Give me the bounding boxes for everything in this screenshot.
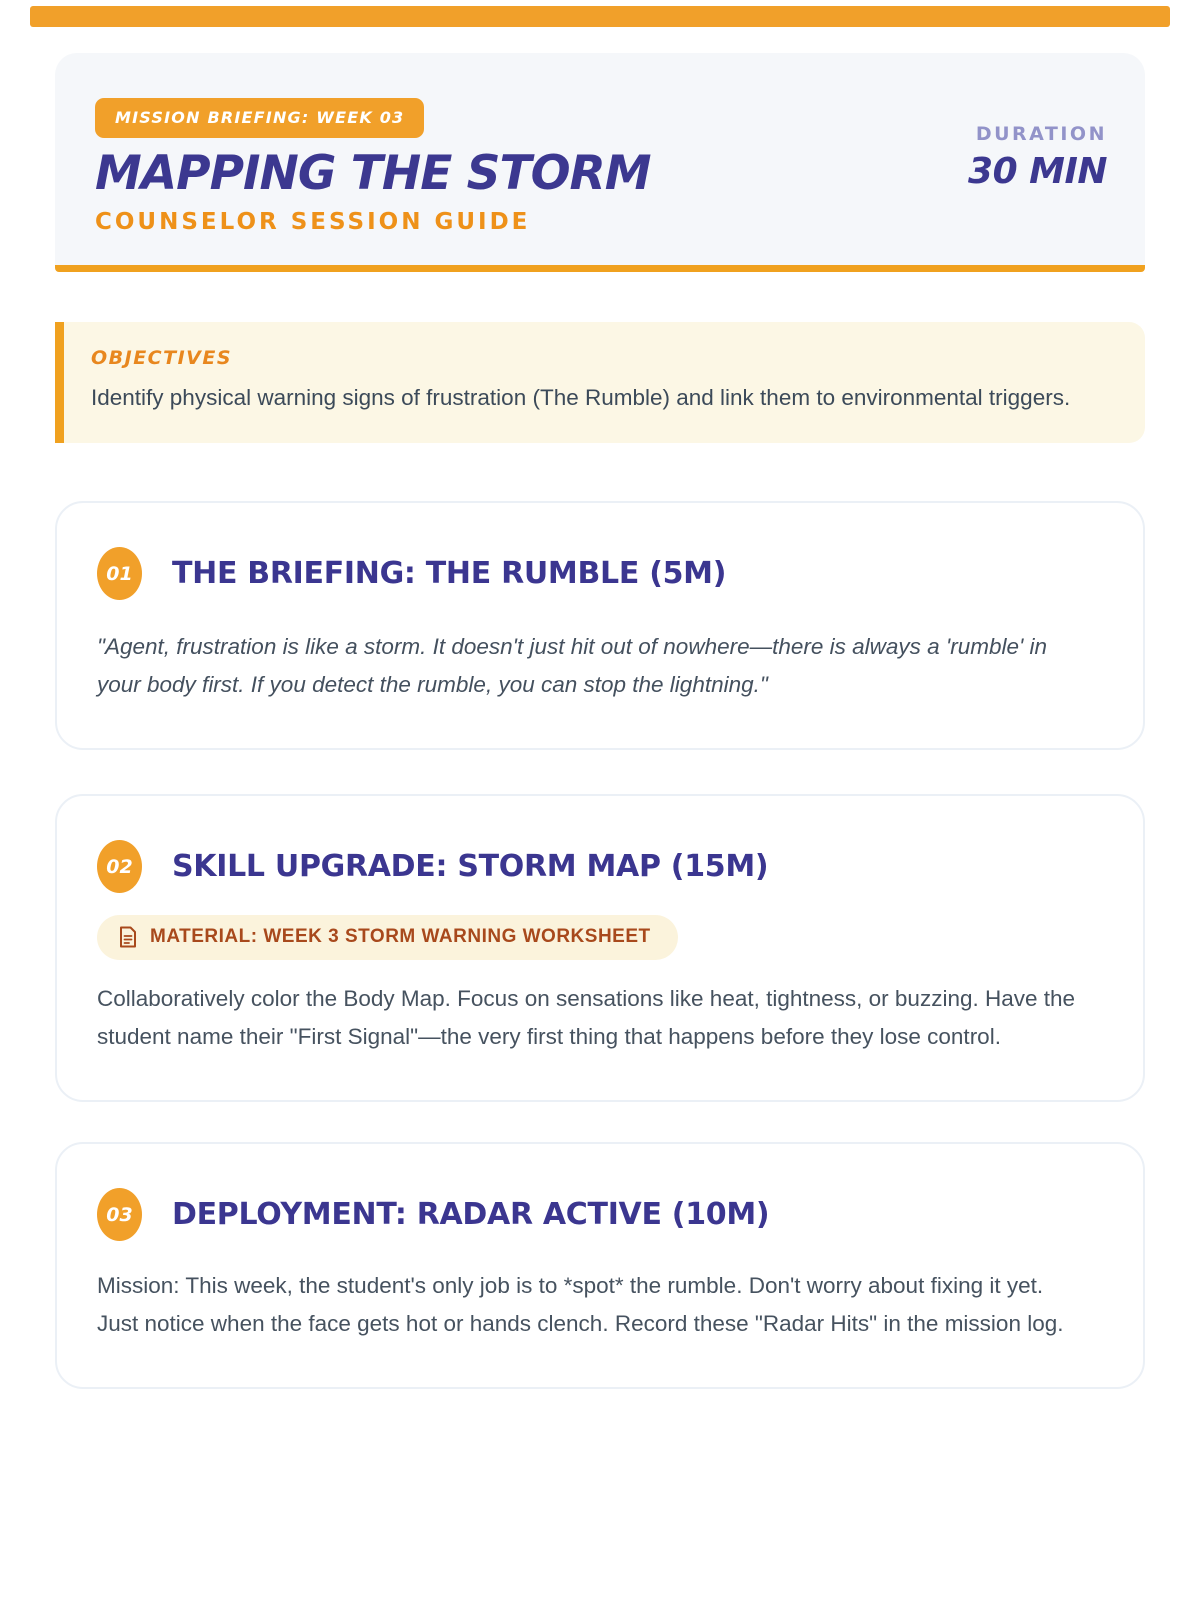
- section-title: THE BRIEFING: THE RUMBLE (5M): [172, 556, 727, 591]
- section-title: SKILL UPGRADE: STORM MAP (15M): [172, 849, 769, 884]
- section-header: [97, 840, 1103, 893]
- page-subtitle: COUNSELOR SESSION GUIDE: [95, 209, 531, 235]
- objectives-box: [55, 322, 1145, 443]
- material-pill: [97, 915, 678, 960]
- session-guide-page: [55, 53, 1145, 1389]
- duration-label: DURATION: [975, 123, 1107, 145]
- section-body-quote: "Agent, frustration is like a storm. It doesn't just hit out of nowhere—there is always a 'rumble' in your body first. If you detect the rumble, you can stop the lightning.": [97, 634, 1048, 697]
- section-body: Collaboratively color the Body Map. Focus on sensations like heat, tightness, or buzzing. Have the student name their "First Signal"—the very first thing that happens before they lose control.: [97, 986, 1076, 1049]
- page-title: MAPPING THE STORM: [95, 146, 651, 201]
- objectives-label: OBJECTIVES: [91, 347, 233, 369]
- section-body: Mission: This week, the student's only job is to *spot* the rumble. Don't worry about fixing it yet. Just notice when the face gets hot or hands clench. Record these "Radar Hits" in the mission log.: [97, 1273, 1064, 1336]
- step-number-badge: 01: [97, 547, 142, 600]
- objectives-text: Identify physical warning signs of frustration (The Rumble) and link them to environmental triggers.: [91, 385, 1071, 410]
- section-card-skill-upgrade: [55, 794, 1145, 1102]
- section-card-briefing: [55, 501, 1145, 750]
- header-card: [55, 53, 1145, 272]
- duration-block: [968, 123, 1107, 192]
- document-icon: [119, 926, 137, 948]
- step-number-badge: 03: [97, 1188, 142, 1241]
- section-header: [97, 547, 1103, 600]
- section-header: [97, 1188, 1103, 1241]
- section-title: DEPLOYMENT: RADAR ACTIVE (10M): [172, 1197, 770, 1232]
- step-number-badge: 02: [97, 840, 142, 893]
- duration-value: 30 MIN: [968, 151, 1107, 192]
- mission-week-badge: MISSION BRIEFING: WEEK 03: [95, 98, 424, 138]
- section-card-deployment: [55, 1142, 1145, 1389]
- top-accent-bar: [30, 6, 1170, 27]
- material-label: MATERIAL: WEEK 3 STORM WARNING WORKSHEET: [150, 926, 651, 947]
